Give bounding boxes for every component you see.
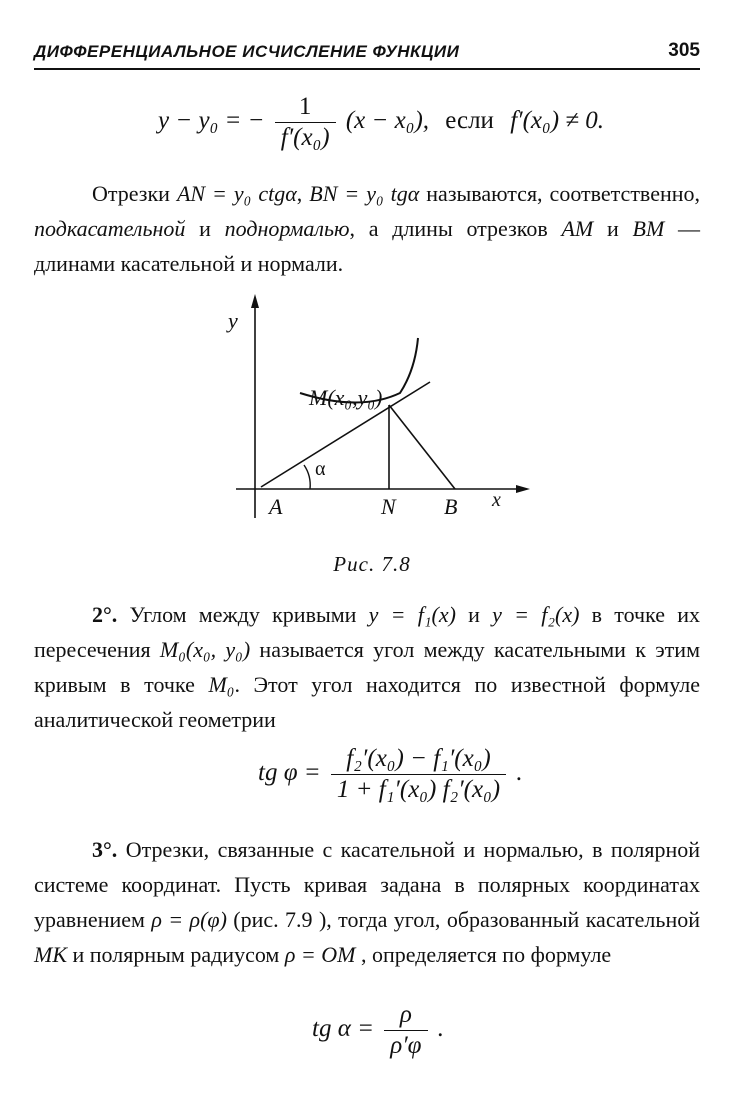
p1-text-5: , а длины отрезков — [349, 216, 562, 241]
formula3-fraction — [384, 1000, 427, 1061]
p2-math-m0: M₀(x₀, y₀) — [159, 637, 251, 662]
p2-math-m0-short: M₀ — [208, 672, 235, 697]
p2-math-f1: y = f₁(x) — [368, 602, 456, 627]
paragraph-angle-between-curves — [34, 597, 700, 737]
p3-text-3: и полярным радиусом — [67, 942, 285, 967]
p1-text-1: Отрезки — [92, 181, 177, 206]
formula1-if-word: если — [445, 107, 494, 135]
formula2-numerator: f₂′(x₀) − f₁′(x₀) — [331, 744, 506, 775]
p3-text-4: , определяется по формуле — [355, 942, 612, 967]
page-number: 305 — [668, 40, 700, 61]
p1-text-7: — длинами касательной и нормали. — [34, 216, 701, 276]
p1-text-6: и — [593, 216, 633, 241]
angle-label: α — [315, 458, 326, 480]
p3-text-1: Отрезки, связанные с касательной и нормалью, в полярной системе координат. Пусть кривая задана в полярных координатах уравнением — [34, 837, 700, 932]
p2-text-2: и — [455, 602, 493, 627]
p1-term-subtangent: подкасательной — [34, 216, 186, 241]
p1-math-am: AM — [561, 216, 594, 241]
formula3-numerator: ρ — [384, 1000, 427, 1031]
p1-math-bn: BN = y₀ tgα — [309, 181, 420, 206]
paragraph-polar-segments — [34, 832, 700, 972]
point-a-label: A — [269, 494, 283, 519]
formula2-fraction — [331, 744, 506, 805]
p2-math-f2: y = f₂(x) — [492, 602, 580, 627]
p2-text-5: . Этот угол находится по известной формуле аналитической геометрии — [34, 672, 700, 732]
x-axis-arrow — [516, 485, 530, 493]
formula1-rhs: (x − x₀), — [345, 107, 430, 135]
running-title: ДИФФЕРЕНЦИАЛЬНОЕ ИСЧИСЛЕНИЕ ФУНКЦИИ — [34, 42, 460, 61]
formula1-condition: f′(x₀) ≠ 0. — [510, 107, 605, 135]
p3-math-mk: MK — [34, 942, 67, 967]
formula3-end: . — [437, 1015, 445, 1043]
p2-number: 2°. — [92, 602, 118, 627]
formula2-denominator: 1 + f₁′(x₀) f₂′(x₀) — [336, 776, 501, 803]
p1-term-subnormal: поднормалью — [224, 216, 350, 241]
formula1-numerator: 1 — [275, 92, 336, 123]
formula2-lhs: tg φ = — [258, 759, 321, 787]
y-axis-arrow — [251, 294, 259, 308]
p3-text-2: (рис. 7.9 ), тогда угол, образованный касательной — [226, 907, 700, 932]
x-axis-label: x — [492, 489, 501, 511]
formula2-end: . — [516, 759, 523, 787]
p1-text-4: и — [185, 216, 225, 241]
p2-text-3: в точке их пересечения — [34, 602, 700, 662]
formula-polar-angle — [312, 1000, 444, 1061]
y-axis-label: y — [228, 308, 238, 333]
normal-line — [389, 405, 455, 489]
p3-math-rho: ρ = ρ(φ) — [151, 907, 227, 932]
p2-text-1: Углом между кривыми — [117, 602, 369, 627]
p2-text-4: называется угол между касательными к этим кривым в точке — [34, 637, 700, 697]
p3-number: 3°. — [92, 837, 118, 862]
formula3-denominator: ρ′φ — [390, 1032, 422, 1059]
point-b-label: B — [444, 494, 458, 519]
formula1-lhs: y − y₀ = − — [158, 107, 265, 135]
formula3-lhs: tg α = — [312, 1015, 374, 1043]
formula-angle-tangent — [258, 744, 523, 805]
p1-math-bm: BM — [632, 216, 665, 241]
p1-math-an: AN = y₀ ctgα — [176, 181, 297, 206]
p1-text-2: , — [296, 181, 310, 206]
p3-math-om: ρ = OM — [284, 942, 356, 967]
point-m-label: M(x₀,y₀) — [309, 385, 383, 410]
figure-caption: Рис. 7.8 — [333, 552, 411, 576]
p1-text-3: называются, соответственно, — [419, 181, 701, 206]
point-n-label: N — [381, 494, 396, 519]
angle-arc — [304, 465, 310, 489]
formula1-denominator: f′(x₀) — [280, 124, 330, 151]
